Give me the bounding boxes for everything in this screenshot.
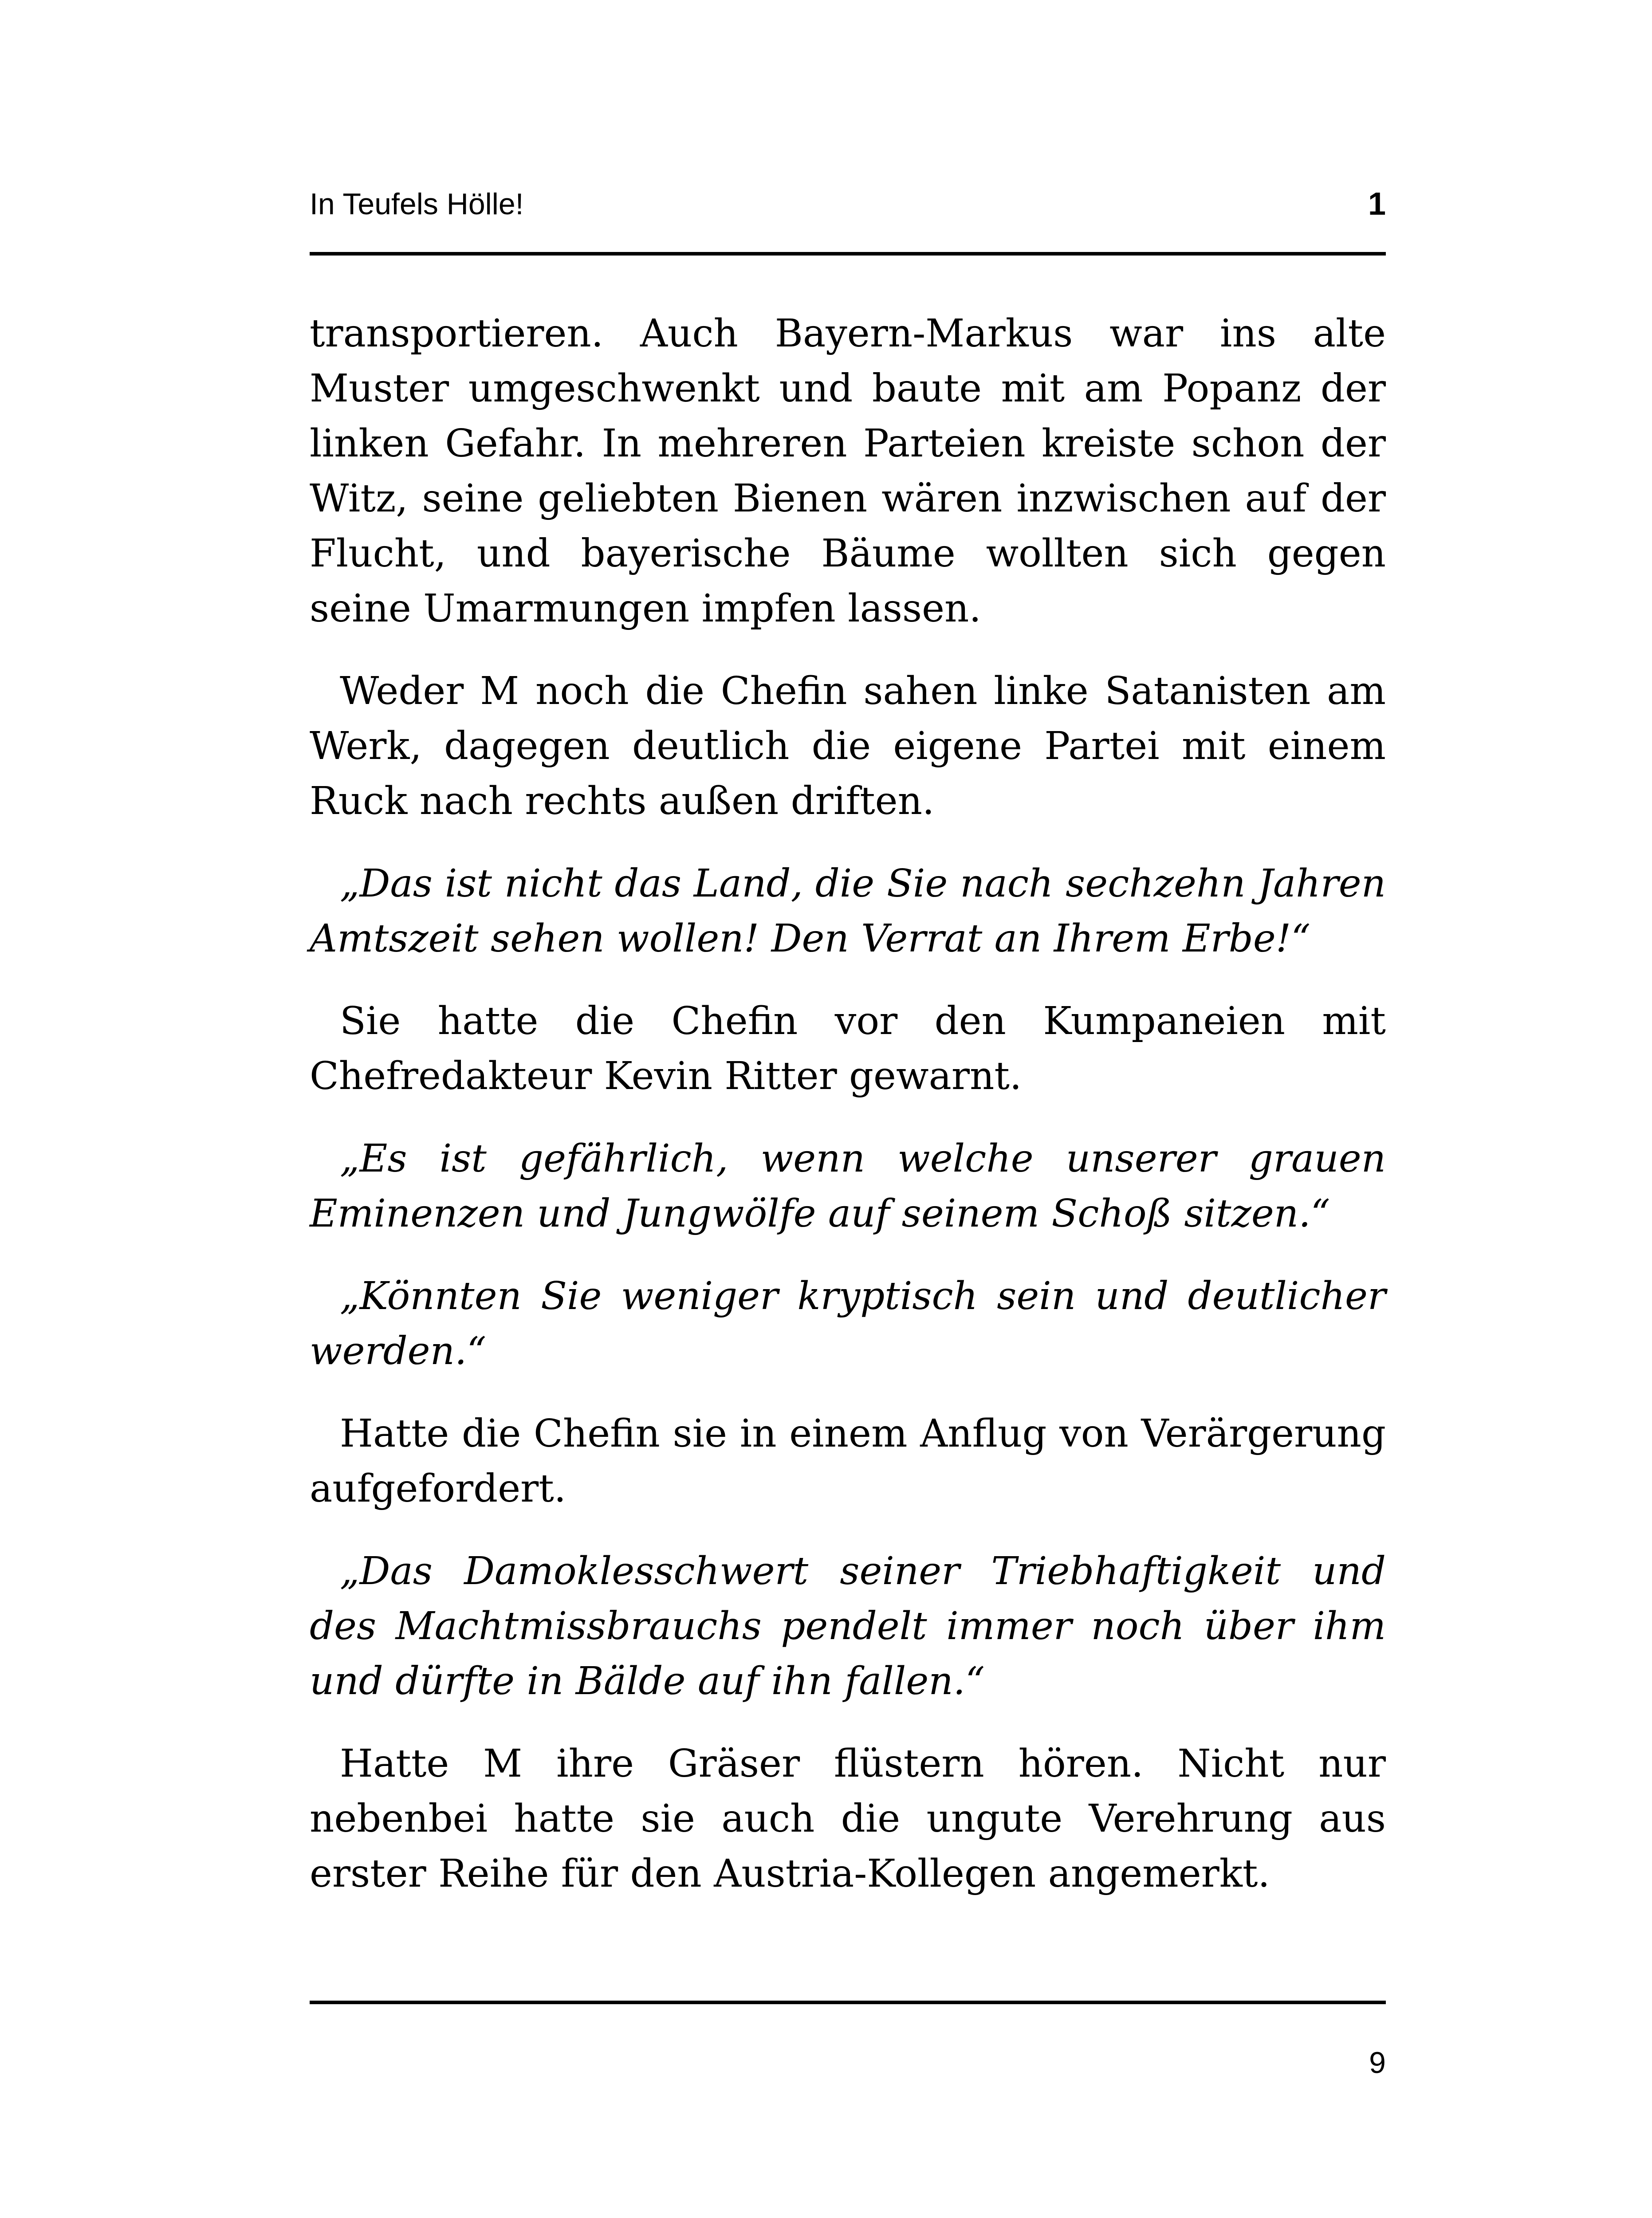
quote-paragraph: „Könnten Sie weniger kryptisch sein und deutlicher werden.“ [310, 1274, 1386, 1373]
footer-rule [310, 2001, 1386, 2004]
running-header [310, 182, 1386, 235]
paragraph: Hatte die Chefin sie in einem Anflug von Verärgerung aufgefordert. [310, 1412, 1386, 1511]
quote-paragraph: „Das Damoklesschwert seiner Triebhaftigkeit und des Machtmissbrauchs pendelt immer noch über ihm und dürfte in Bälde auf ihn fallen.“ [310, 1549, 1386, 1703]
header-rule [310, 252, 1386, 256]
body-text [310, 306, 1386, 1929]
quote-paragraph: „Es ist gefährlich, wenn welche unserer grauen Eminenzen und Jungwölfe auf seinem Schoß sitzen.“ [310, 1137, 1386, 1236]
quote-paragraph: „Das ist nicht das Land, die Sie nach sechzehn Jahren Amtszeit sehen wollen! Den Verrat an Ihrem Erbe!“ [310, 861, 1386, 961]
paragraph: Hatte M ihre Gräser flüstern hören. Nicht nur nebenbei hatte sie auch die ungute Verehrung aus erster Reihe für den Austria-Kollegen angemerkt. [310, 1742, 1386, 1896]
paragraph: transportieren. Auch Bayern-Markus war ins alte Muster umgeschwenkt und baute mit am Popanz der linken Gefahr. In mehreren Parteien kreiste schon der Witz, seine geliebten Bienen wären inzwischen auf der Flucht, und bayerische Bäume wollten sich gegen seine Umarmungen impfen lassen. [310, 311, 1386, 631]
book-title: In Teufels Hölle! [310, 187, 524, 221]
page-number: 9 [1369, 2046, 1386, 2080]
chapter-number: 1 [1368, 186, 1386, 222]
paragraph: Weder M noch die Chefin sahen linke Satanisten am Werk, dagegen deutlich die eigene Partei mit einem Ruck nach rechts außen driften. [310, 669, 1386, 823]
paragraph: Sie hatte die Chefin vor den Kumpaneien mit Chefredakteur Kevin Ritter gewarnt. [310, 999, 1386, 1098]
